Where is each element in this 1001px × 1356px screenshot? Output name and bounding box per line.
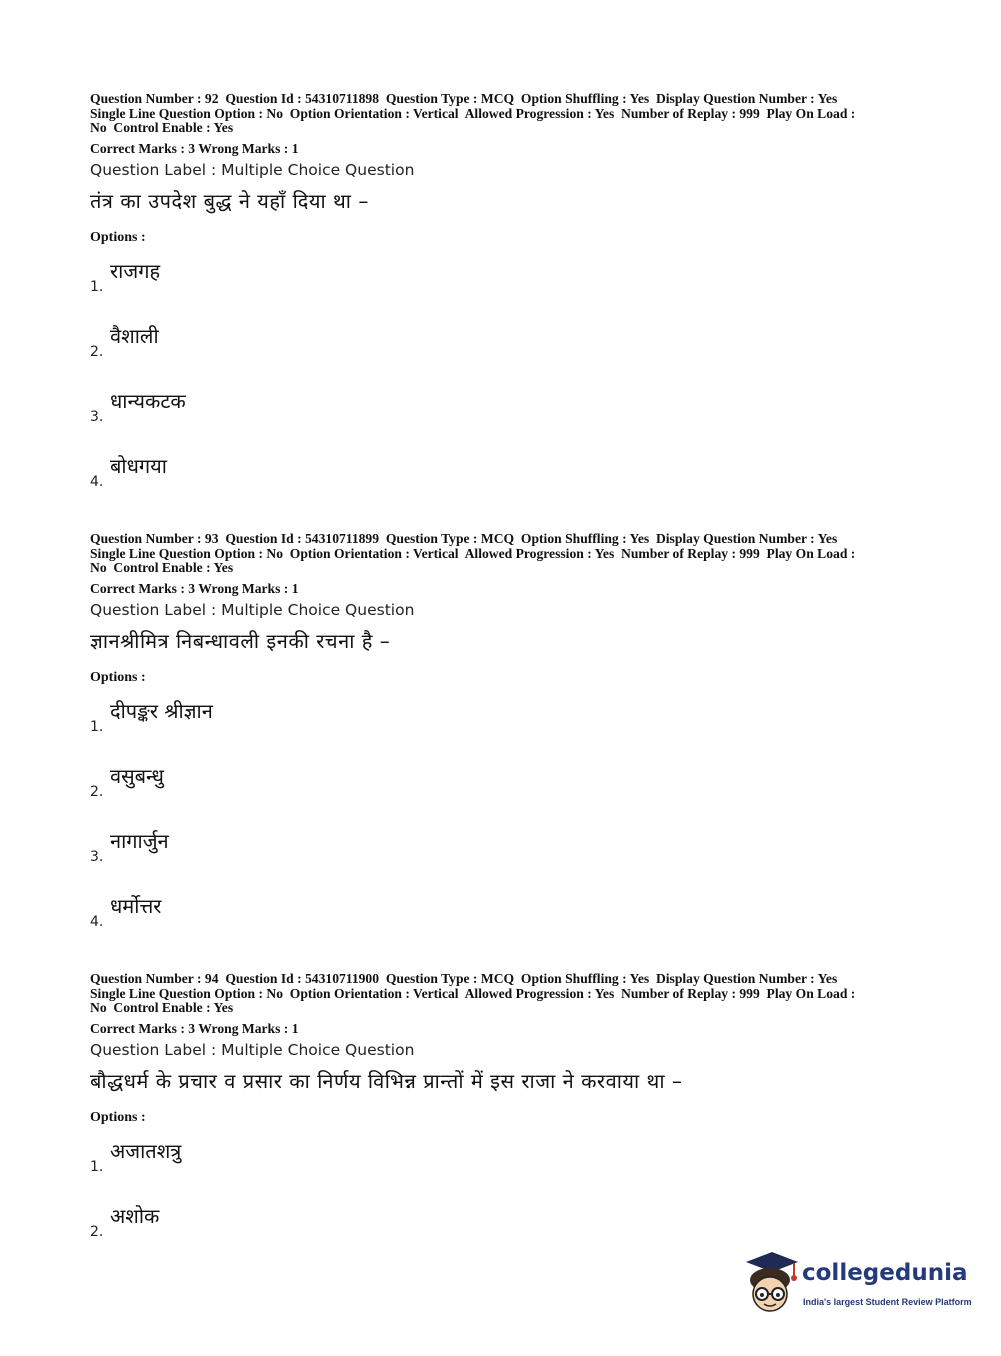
option-text: अजातशत्रु <box>110 1138 182 1163</box>
options-list <box>90 1137 920 1267</box>
meta-line: Question Number : 93 Question Id : 54310711899 Question Type : MCQ Option Shuffling : Yes Display Question Number : Yes <box>90 531 838 546</box>
option-item <box>90 452 920 517</box>
option-text: नागार्जुन <box>110 828 169 853</box>
mascot-graduate-icon <box>740 1250 800 1316</box>
question-text: तंत्र का उपदेश बुद्ध ने यहाँ दिया था – <box>90 188 369 213</box>
logo-brand-text: collegedunia <box>802 1260 968 1286</box>
meta-line: Question Number : 92 Question Id : 54310711898 Question Type : MCQ Option Shuffling : Yes Display Question Number : Yes <box>90 91 838 106</box>
option-text: वसुबन्धु <box>110 763 164 788</box>
option-text: वैशाली <box>110 323 159 348</box>
meta-line: No Control Enable : Yes <box>90 560 234 576</box>
options-list <box>90 697 920 957</box>
question-block-94 <box>90 972 920 1267</box>
marks-info: Correct Marks : 3 Wrong Marks : 1 <box>90 140 299 156</box>
meta-line: Single Line Question Option : No Option Orientation : Vertical Allowed Progression : Yes Number of Replay : 999 Play On Load : <box>90 545 856 561</box>
question-block-92 <box>90 92 920 517</box>
marks-info: Correct Marks : 3 Wrong Marks : 1 <box>90 1020 299 1036</box>
meta-line: Single Line Question Option : No Option Orientation : Vertical Allowed Progression : Yes Number of Replay : 999 Play On Load : <box>90 985 856 1001</box>
option-text: धान्यकटक <box>110 388 186 413</box>
logo-tagline: India's largest Student Review Platform <box>803 1297 972 1307</box>
marks-info: Correct Marks : 3 Wrong Marks : 1 <box>90 580 299 596</box>
option-item <box>90 697 920 762</box>
option-item <box>90 322 920 387</box>
option-text: दीपङ्कर श्रीज्ञान <box>110 698 213 723</box>
option-item <box>90 827 920 892</box>
question-text: ज्ञानश्रीमित्र निबन्धावली इनकी रचना है – <box>90 628 391 653</box>
collegedunia-logo <box>740 1250 975 1320</box>
meta-line: No Control Enable : Yes <box>90 120 234 136</box>
meta-line: Single Line Question Option : No Option Orientation : Vertical Allowed Progression : Yes Number of Replay : 999 Play On Load : <box>90 105 856 121</box>
option-number: 1. <box>90 718 104 735</box>
question-label: Question Label : Multiple Choice Question <box>90 160 415 179</box>
option-item <box>90 257 920 322</box>
option-number: 2. <box>90 783 104 800</box>
meta-line: No Control Enable : Yes <box>90 1000 234 1016</box>
option-text: अशोक <box>110 1203 160 1228</box>
option-number: 1. <box>90 278 104 295</box>
option-item <box>90 892 920 957</box>
option-number: 1. <box>90 1158 104 1175</box>
meta-line: Question Number : 94 Question Id : 54310711900 Question Type : MCQ Option Shuffling : Yes Display Question Number : Yes <box>90 971 838 986</box>
option-text: बोधगया <box>110 453 167 478</box>
option-item <box>90 1137 920 1202</box>
options-heading: Options : <box>90 1109 146 1125</box>
option-item <box>90 387 920 452</box>
option-number: 2. <box>90 1223 104 1240</box>
option-number: 3. <box>90 848 104 865</box>
option-item <box>90 762 920 827</box>
options-list <box>90 257 920 517</box>
options-heading: Options : <box>90 229 146 245</box>
option-text: राजगह <box>110 258 161 283</box>
options-heading: Options : <box>90 669 146 685</box>
option-number: 4. <box>90 473 104 490</box>
question-meta <box>90 972 920 1016</box>
question-meta <box>90 92 920 136</box>
option-number: 4. <box>90 913 104 930</box>
question-meta <box>90 532 920 576</box>
question-text: बौद्धधर्म के प्रचार व प्रसार का निर्णय विभिन्न प्रान्तों में इस राजा ने करवाया था – <box>90 1068 683 1093</box>
question-label: Question Label : Multiple Choice Question <box>90 600 415 619</box>
question-block-93 <box>90 532 920 957</box>
option-number: 3. <box>90 408 104 425</box>
question-label: Question Label : Multiple Choice Question <box>90 1040 415 1059</box>
option-text: धर्मोत्तर <box>110 893 162 918</box>
option-number: 2. <box>90 343 104 360</box>
